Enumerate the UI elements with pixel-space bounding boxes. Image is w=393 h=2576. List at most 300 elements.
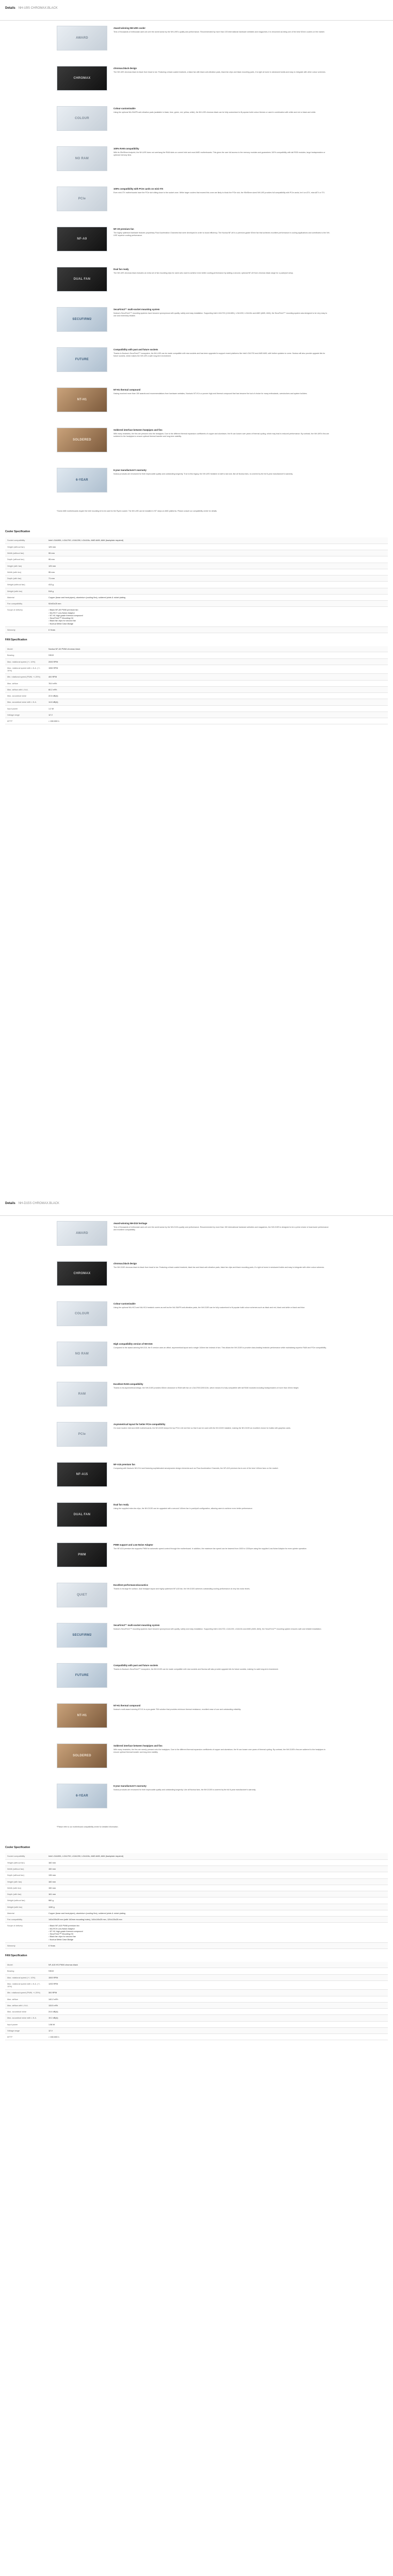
delivery-item: • Black fan clips for second fan bbox=[48, 1935, 386, 1938]
spec-value: 115.5 m³/h bbox=[46, 2002, 388, 2008]
feature-text: Thanks to Noctua's SecuFirm2™ ecosystem, the NH-U9S can be made compatible with new sockets and has been upgraded to support recent platforms like Intel LGA1700 and AMD AM5, with further updates to come. Noctua will also provide upgrade kits for future sockets, which makes the NH-U9S a safe long-term investment. bbox=[113, 352, 325, 357]
feature-item bbox=[57, 428, 393, 468]
feature-title: High compatibility version of NH-D15 bbox=[113, 1343, 153, 1345]
spec-value: 22.8 dB(A) bbox=[46, 693, 388, 699]
spec-value: 1500 RPM bbox=[46, 1974, 388, 1980]
feature-body bbox=[113, 1784, 330, 1791]
feature-body bbox=[113, 1543, 330, 1550]
feature-item bbox=[57, 1663, 393, 1703]
spec-row bbox=[5, 2015, 388, 2021]
spec-row bbox=[5, 1996, 388, 2002]
details-label: Details bbox=[5, 7, 15, 10]
spec-row bbox=[5, 626, 388, 633]
fan-spec-table-title: FAN Specification bbox=[5, 638, 27, 642]
spec-row bbox=[5, 1962, 388, 1968]
feature-title: NT-H1 thermal compound bbox=[113, 388, 141, 391]
spec-key: Min. rotational speed (PWM, +/-20%) bbox=[5, 674, 46, 680]
spec-value: 300 RPM bbox=[46, 1990, 388, 1996]
feature-text: Noctua's multi-award winning NT-H1 is a pro-grade TIM solution that provides minimum thermal resistance, excellent ease of use and outstanding reliability. bbox=[113, 1708, 241, 1710]
spec-key: Material bbox=[5, 1910, 46, 1916]
spec-value: SSO2 bbox=[46, 1968, 388, 1974]
spec-row bbox=[5, 1942, 388, 1948]
feature-title: Colour-customisable bbox=[113, 1302, 136, 1305]
feature-text: Thanks to its large fin surface, dual heatpipe layout and highly optimised NF-A15 fan, the NH-D15S achieves outstanding cooling performance at very low noise levels. bbox=[113, 1587, 250, 1590]
spec-key: Max. airflow with L.N.A. bbox=[5, 686, 46, 692]
feature-body bbox=[113, 1382, 330, 1389]
delivery-list bbox=[48, 1924, 386, 1941]
feature-body bbox=[113, 1703, 330, 1711]
spec-row bbox=[5, 2021, 388, 2027]
delivery-item: • Noctua Metal Case-Badge bbox=[48, 622, 386, 625]
spec-key: Max. acoustical noise bbox=[5, 693, 46, 699]
spec-value: 12 V bbox=[46, 2027, 388, 2033]
feature-body bbox=[113, 307, 330, 317]
feature-image: PCIe bbox=[57, 187, 107, 211]
feature-item bbox=[57, 106, 393, 146]
spec-value: 140x150x25 mm (with 140mm mounting holes), 140x140x25 mm, 120x120x25 mm bbox=[46, 1917, 388, 1923]
delivery-item: • SecuFirm2™ Mounting Kit bbox=[48, 1933, 386, 1935]
spec-row bbox=[5, 665, 388, 674]
feature-title: 100% RAM compatibility bbox=[113, 147, 139, 150]
feature-title: Excellent RAM compatibility bbox=[113, 1383, 143, 1385]
spec-key: MTTF bbox=[5, 2034, 46, 2040]
feature-text: Thanks to Noctua's SecuFirm2™ ecosystem, the NH-D15S can be made compatible with new sockets and Noctua will also provide upgrade kits for future sockets, making it a safe long-term investment. bbox=[113, 1668, 279, 1670]
spec-key: Height (without fan) bbox=[5, 1859, 46, 1866]
spec-value: 95 mm bbox=[46, 556, 388, 563]
spec-key: Model bbox=[5, 646, 46, 652]
spec-value: SSO2 bbox=[46, 652, 388, 658]
spec-row bbox=[5, 680, 388, 686]
feature-title: Compatibility with past and future sockets bbox=[113, 1664, 158, 1667]
spec-key: Max. rotational speed with L.N.A. (+/- 10%) bbox=[5, 665, 46, 674]
feature-image: DUAL FAN bbox=[57, 267, 107, 292]
feature-image: AWARD bbox=[57, 26, 107, 50]
feature-body bbox=[113, 1623, 330, 1631]
spec-row bbox=[5, 607, 388, 627]
spec-row bbox=[5, 2027, 388, 2033]
feature-item bbox=[57, 347, 393, 387]
feature-body bbox=[113, 1743, 330, 1753]
spec-value: 413 g bbox=[46, 582, 388, 588]
feature-text: Tens of thousands of enthusiast users all over the world swear by the NH-U9S's quality and performance. Recommended by more than 100 international hardware websites and magazines, it is renowned as being one of the best 92mm coolers on the market. bbox=[113, 30, 325, 33]
spec-value: 2000 RPM bbox=[46, 658, 388, 665]
feature-body bbox=[113, 1221, 330, 1231]
spec-key: Weight (with fan) bbox=[5, 1904, 46, 1910]
feature-body bbox=[113, 187, 330, 194]
spec-key: Max. acoustical noise with L.N.A. bbox=[5, 699, 46, 705]
feature-title: NT-H1 thermal compound bbox=[113, 1704, 141, 1707]
feature-item bbox=[57, 1261, 393, 1301]
fan-spec-table-title: FAN Specification bbox=[5, 1954, 27, 1958]
feature-title: NF-A15 premium fan bbox=[113, 1463, 136, 1466]
feature-item bbox=[57, 1703, 393, 1743]
feature-item bbox=[57, 227, 393, 267]
details-label: Details bbox=[5, 1202, 15, 1205]
product-section bbox=[0, 1195, 393, 2376]
details-header bbox=[0, 1195, 393, 1216]
feature-body bbox=[113, 1301, 330, 1309]
spec-row bbox=[5, 2009, 388, 2015]
feature-title: Compatibility with past and future sockets bbox=[113, 348, 158, 351]
spec-value: Noctua NF-A9 PWM chromax.black bbox=[46, 646, 388, 652]
feature-item bbox=[57, 1221, 393, 1261]
spec-key: Voltage range bbox=[5, 2027, 46, 2033]
feature-text: With many heatsinks, the fins are pressed onto the heatpipes. Due to the different thermal expansion coefficients of copper and aluminium, the fit can loosen over years of thermal cycling, which may lead to reduced performance. By contrast, the NH-U9S's fins are soldered to the heatpipes to ensure optimal thermal transfer and long-term stability. bbox=[113, 432, 329, 437]
spec-row bbox=[5, 575, 388, 582]
spec-row bbox=[5, 699, 388, 705]
spec-row bbox=[5, 1923, 388, 1943]
feature-image: 6-YEAR bbox=[57, 468, 107, 493]
spec-row bbox=[5, 563, 388, 569]
spec-key: Depth (with fan) bbox=[5, 575, 46, 582]
spec-value bbox=[46, 1923, 388, 1943]
spec-key: Height (without fan) bbox=[5, 544, 46, 550]
feature-image: QUIET bbox=[57, 1583, 107, 1607]
features-list bbox=[0, 21, 393, 513]
feature-body bbox=[113, 468, 330, 476]
spec-key: Max. airflow bbox=[5, 1996, 46, 2002]
feature-body bbox=[113, 106, 330, 114]
feature-image: NT-H1 bbox=[57, 387, 107, 412]
spec-key: Height (with fan) bbox=[5, 1878, 46, 1885]
spec-key: Socket compatibility bbox=[5, 537, 46, 544]
feature-item bbox=[57, 387, 393, 428]
feature-text: Comparing with Noctua's NH-D14 and featuring sophisticated aerodynamic design elements such as Flow Acceleration Channels, the NF-A15 premium fan is one of the best 140mm fans on the market. bbox=[113, 1467, 279, 1469]
feature-image: SECUFIRM2 bbox=[57, 1623, 107, 1648]
spec-row bbox=[5, 594, 388, 600]
delivery-item: • Noctua Metal Case-Badge bbox=[48, 1938, 386, 1941]
feature-image: CHROMAX bbox=[57, 66, 107, 91]
spec-value: 1550 RPM bbox=[46, 665, 388, 674]
feature-title: 100% compatibility with PCIe cards on mini-ITX bbox=[113, 188, 163, 190]
feature-item bbox=[57, 307, 393, 347]
spec-row bbox=[5, 1980, 388, 1990]
spec-key: Max. acoustical noise bbox=[5, 2009, 46, 2015]
spec-key: Weight (without fan) bbox=[5, 1897, 46, 1904]
feature-text: Tens of thousands of enthusiast users all over the world swear by the NH-D15's quality and performance. Recommended by more than 150 international hardware websites and magazines, the NH-D15S is designed to be a prime choice of dual-tower performance and excellent compatibility. bbox=[113, 1226, 329, 1231]
spec-key: Fan compatibility bbox=[5, 601, 46, 607]
feature-title: PWM support and Low-Noise Adaptor bbox=[113, 1544, 153, 1546]
spec-key: Depth (with fan) bbox=[5, 1891, 46, 1897]
delivery-item: • NA-RC9 Low-Noise Adaptor bbox=[48, 1927, 386, 1930]
spec-value: 1.2 W bbox=[46, 705, 388, 711]
spec-value: 1200 RPM bbox=[46, 1980, 388, 1990]
feature-item bbox=[57, 26, 393, 66]
feature-text: Using the supplied extra fan clips, the NH-D15S can be upgraded with a second 140mm fan in push/pull configuration, allowing users to achieve even better performance. bbox=[113, 1507, 253, 1510]
feature-title: SecuFirm2™ multi-socket mounting system bbox=[113, 1624, 160, 1626]
spec-value: > 150.000 h bbox=[46, 718, 388, 724]
spec-row bbox=[5, 1968, 388, 1974]
feature-text: Thanks to its asymmetrical design, the NH-D15S provides 65mm clearance to RAM with fan on LGA1700/1200/115x, which means it is fully compatible with tall RAM modules including heatspreaders of more than 40mm height. bbox=[113, 1386, 299, 1389]
feature-text: The NF-A15 premium fan supports PWM for automatic speed control through the motherboard. In addition, the maximum fan speed can be lowered from 1500 to 1200rpm using the supplied Low-Noise Adaptor for even quieter operation. bbox=[113, 1547, 307, 1550]
spec-value: Copper (base and heat-pipes), aluminium (cooling fins), soldered joints & nickel plating bbox=[46, 1910, 388, 1916]
feature-text: Noctua products are renowned for their impeccable quality and outstanding longevity. Like all Noctua fans, the NH-D15S is covered by the full 6-year manufacturer's warranty. bbox=[113, 1788, 256, 1791]
feature-image: NF-A15 bbox=[57, 1462, 107, 1487]
feature-image: FUTURE bbox=[57, 347, 107, 372]
spec-row bbox=[5, 1866, 388, 1872]
spec-value: > 150.000 h bbox=[46, 2034, 388, 2040]
spec-value: 95 mm bbox=[46, 550, 388, 556]
feature-item bbox=[57, 1382, 393, 1422]
spec-row bbox=[5, 1974, 388, 1980]
spec-value: 400 RPM bbox=[46, 674, 388, 680]
details-header bbox=[0, 0, 393, 21]
feature-body bbox=[113, 1422, 330, 1430]
spec-value: 60.2 m³/h bbox=[46, 686, 388, 692]
spec-value: Intel LGA1851, LGA1700, LGA1200, LGA115x, AMD AM5, AM4 (backplate required) bbox=[46, 1853, 388, 1859]
feature-item bbox=[57, 146, 393, 187]
feature-item bbox=[57, 468, 393, 508]
feature-title: Award-winning NH-U9S cooler bbox=[113, 27, 145, 29]
feature-text: With many heatsinks, the fins are merely pressed onto the heatpipes. Due to the different thermal expansion coefficients of copper and aluminium, the fit can loosen over years of thermal cycling. By contrast, the NH-D15S's fins are soldered to the heatpipes to ensure optimal thermal transfer and long-term stability. bbox=[113, 1748, 326, 1753]
spec-row bbox=[5, 1859, 388, 1866]
feature-body bbox=[113, 1462, 330, 1470]
delivery-list bbox=[48, 608, 386, 625]
fan-spec-table bbox=[5, 646, 388, 724]
feature-item bbox=[57, 1342, 393, 1382]
spec-key: Height (with fan) bbox=[5, 563, 46, 569]
feature-image: NT-H1 bbox=[57, 1703, 107, 1728]
feature-text: With its 95x95mm footprint, the NH-U9S does not overhang the RAM slots on current Intel and most AMD motherboards. This gives the user full access to the memory modules and guarantees 100% compatibility with tall RGB modules, large heatspreaders or optional memory fans. bbox=[113, 151, 325, 156]
spec-value: 1.56 W bbox=[46, 2021, 388, 2027]
feature-text: Noctua's SecuFirm2™ mounting systems have become synonymous with quality, safety and easy installation. Supporting Intel LGA1700 (LGA1851), LGA1200, LGA115x and AMD (AM5, AM4), the SecuFirm2™ mounting system was designed to be very easy to use and extremely reliable. bbox=[113, 312, 328, 317]
feature-body bbox=[113, 387, 330, 395]
spec-key: Max. airflow with L.N.A. bbox=[5, 2002, 46, 2008]
feature-text: Even mini-ITX motherboards have the PCIe slot sitting close to the socket zone. While larger coolers that exceed this zone are likely to block the PCIe slot, the 95x95mm sized NH-U9S provides full compatibility with PCIe cards, be it on ATX, microATX or ITX. bbox=[113, 191, 325, 194]
spec-row bbox=[5, 1872, 388, 1878]
spec-value: 12 V bbox=[46, 711, 388, 718]
feature-image: DUAL FAN bbox=[57, 1502, 107, 1527]
feature-text: Noctua's SecuFirm2™ mounting systems have become synonymous with quality, safety and easy installation. Supporting Intel LGA1700, LGA1200, LGA115x and AMD (AM5, AM4), the SecuFirm2™ mounting system ensures safe and reliable installation. bbox=[113, 1628, 322, 1630]
spec-value: 1150 g bbox=[46, 1904, 388, 1910]
spec-row bbox=[5, 693, 388, 699]
spec-row bbox=[5, 646, 388, 652]
feature-title: Dual fan ready bbox=[113, 268, 129, 270]
spec-row bbox=[5, 588, 388, 594]
spec-key: Max. acoustical noise with L.N.A. bbox=[5, 2015, 46, 2021]
spec-row bbox=[5, 711, 388, 718]
spec-key: Scope of delivery bbox=[5, 607, 46, 627]
feature-image: PWM bbox=[57, 1543, 107, 1567]
feature-image: AWARD bbox=[57, 1221, 107, 1246]
feature-title: Award-winning NH-D15 heritage bbox=[113, 1222, 148, 1225]
footnote: *Some AMD motherboards require the Intel mounting kit to be used for the Ryzen socket. The NH-U9S can be installed in 90° steps on AMD platforms. Please consult our compatibility centre for details. bbox=[57, 510, 218, 512]
feature-image: COLOUR bbox=[57, 106, 107, 131]
spec-key: Fan compatibility bbox=[5, 1917, 46, 1923]
feature-item bbox=[57, 1743, 393, 1784]
feature-text: Compared to the award-winning NH-D15, the S version uses an offset, asymmetrical layout and a single 140mm fan instead of two. This allows the NH-D15S to provide class-leading heatsink performance while maintaining superior RAM and PCIe compatibility. bbox=[113, 1346, 326, 1349]
delivery-item: • SecuFirm2™ Mounting Kit bbox=[48, 617, 386, 619]
spec-value: 980 g bbox=[46, 1897, 388, 1904]
spec-value: 160 mm bbox=[46, 1878, 388, 1885]
feature-text: The NH-U9S chromax.black is black from head to toe: Featuring a black coated heatsink, a black fan with black anti-vibration pads, black fan clips and black mounting parts, it is right at home in windowed builds and easy to integrate with other colour schemes. bbox=[113, 71, 326, 73]
delivery-item: • Black NF-A9 PWM premium fan bbox=[48, 608, 386, 611]
features-list bbox=[0, 1216, 393, 1828]
spec-row bbox=[5, 582, 388, 588]
feature-text: Using the optional NA-SAVP5 anti-vibration pads (available in black, blue, green, red, yellow, white), the NH-U9S chromax.black can be fully customised to fit popular build colour themes or used in combination with white and red or black and white. bbox=[113, 111, 316, 113]
spec-row bbox=[5, 705, 388, 711]
spec-key: Input power bbox=[5, 705, 46, 711]
spec-value: 125 mm bbox=[46, 544, 388, 550]
feature-image: PCIe bbox=[57, 1422, 107, 1447]
spec-key: Max. rotational speed with L.N.A. (+/- 10%) bbox=[5, 1980, 46, 1990]
feature-item bbox=[57, 1784, 393, 1824]
feature-item bbox=[57, 187, 393, 227]
spec-key: Weight (without fan) bbox=[5, 582, 46, 588]
feature-title: 6-year manufacturer's warranty bbox=[113, 1785, 146, 1787]
spec-key: Voltage range bbox=[5, 711, 46, 718]
spec-key: Width (with fan) bbox=[5, 569, 46, 575]
spec-row bbox=[5, 601, 388, 607]
feature-text: Having received more than 150 awards and recommendations from hardware websites, Noctua's NT-H1 is a proven high-end thermal compound that has become the tool of choice for many enthusiasts, overclockers and system builders. bbox=[113, 392, 307, 395]
feature-body bbox=[113, 1663, 330, 1671]
feature-body bbox=[113, 267, 330, 275]
feature-text: The NH-U9S chromax.black includes an extra set of fan mounting clips for users who want to achieve even better cooling performance by adding a second, optional NF-A9 from chromax.black range for a push/pull setup. bbox=[113, 272, 293, 274]
spec-row bbox=[5, 544, 388, 550]
feature-body bbox=[113, 1261, 330, 1269]
spec-value: 95 mm bbox=[46, 569, 388, 575]
feature-item bbox=[57, 1623, 393, 1663]
feature-item bbox=[57, 1422, 393, 1462]
feature-text: The highly optimised fanblade features proprietary Flow Acceleration Channels that were developed in order to boost efficiency. The Noctua NF-A9 is a premium-grade 92mm fan that achieves excellent performance in cooling applications and contributes to the NH-U9S' superior cooling performance. bbox=[113, 231, 330, 236]
spec-value: Intel LGA1851, LGA1700, LGA1200, LGA115x, AMD AM5, AM4 (backplate required) bbox=[46, 537, 388, 544]
delivery-item: • NT-H1 high-grade thermal compound bbox=[48, 1930, 386, 1933]
cooler-spec-table bbox=[5, 537, 388, 633]
spec-key: Width (without fan) bbox=[5, 550, 46, 556]
feature-title: Asymmetrical layout for better PCIe compatibility bbox=[113, 1423, 166, 1426]
feature-image: RAM bbox=[57, 1382, 107, 1406]
cooler-spec-table bbox=[5, 1853, 388, 1949]
spec-value: 92x92x25 mm bbox=[46, 601, 388, 607]
feature-body bbox=[113, 428, 330, 437]
spec-key: Bearing bbox=[5, 652, 46, 658]
feature-title: chromax.black design bbox=[113, 67, 137, 70]
feature-image: COLOUR bbox=[57, 1301, 107, 1326]
spec-value: Copper (base and heat-pipes), aluminium (cooling fins), soldered joints & nickel plating bbox=[46, 594, 388, 600]
feature-image: SOLDERED bbox=[57, 1743, 107, 1768]
feature-image: SECUFIRM2 bbox=[57, 307, 107, 332]
spec-value: 161 mm bbox=[46, 1891, 388, 1897]
spec-key: Depth (without fan) bbox=[5, 556, 46, 563]
delivery-item: • NT-H1 high-grade thermal compound bbox=[48, 614, 386, 617]
spec-key: Socket compatibility bbox=[5, 1853, 46, 1859]
spec-row bbox=[5, 569, 388, 575]
spec-value: 140.2 m³/h bbox=[46, 1996, 388, 2002]
feature-body bbox=[113, 26, 330, 33]
spec-row bbox=[5, 2034, 388, 2040]
feature-body bbox=[113, 1583, 330, 1590]
feature-body bbox=[113, 1502, 330, 1510]
product-name: NH-U9S CHROMAX.BLACK bbox=[18, 7, 58, 10]
feature-title: Soldered interface between heatpipes and fins bbox=[113, 429, 162, 431]
delivery-item: • Black NF-A15 PWM premium fan bbox=[48, 1924, 386, 1927]
feature-image: 6-YEAR bbox=[57, 1784, 107, 1808]
spec-key: Depth (without fan) bbox=[5, 1872, 46, 1878]
fan-spec-table bbox=[5, 1962, 388, 2040]
spec-row bbox=[5, 1897, 388, 1904]
product-name: NH-D15S CHROMAX.BLACK bbox=[18, 1202, 60, 1205]
spec-key: Input power bbox=[5, 2021, 46, 2027]
spec-value: 71 mm bbox=[46, 575, 388, 582]
spec-row bbox=[5, 1904, 388, 1910]
spec-row bbox=[5, 652, 388, 658]
spec-value: 160 mm bbox=[46, 1859, 388, 1866]
feature-image: SOLDERED bbox=[57, 428, 107, 452]
spec-row bbox=[5, 674, 388, 680]
spec-value bbox=[46, 607, 388, 627]
spec-row bbox=[5, 1878, 388, 1885]
feature-image: NO RAM bbox=[57, 1342, 107, 1366]
spec-row bbox=[5, 1917, 388, 1923]
feature-image: NF-A9 bbox=[57, 227, 107, 251]
footnote: *Please refer to our motherboard compatibility centre for detailed information. bbox=[57, 1826, 119, 1828]
feature-item bbox=[57, 1583, 393, 1623]
feature-item bbox=[57, 1502, 393, 1543]
feature-title: SecuFirm2™ multi-socket mounting system bbox=[113, 308, 160, 311]
spec-key: Bearing bbox=[5, 1968, 46, 1974]
spec-key: Scope of delivery bbox=[5, 1923, 46, 1943]
product-section bbox=[0, 0, 393, 1164]
spec-key: Max. rotational speed (+/- 10%) bbox=[5, 658, 46, 665]
spec-key: MTTF bbox=[5, 718, 46, 724]
feature-body bbox=[113, 146, 330, 156]
feature-item bbox=[57, 1543, 393, 1583]
spec-key: Model bbox=[5, 1962, 46, 1968]
spec-value: 518 g bbox=[46, 588, 388, 594]
spec-row bbox=[5, 658, 388, 665]
feature-text: The NH-D15S chromax.black is black from head to toe: Featuring a black coated heatsink, black fan and black anti-vibration pads, black fan clips and black mounting parts, it's right at home in windowed builds and easy to integrate with other colour schemes. bbox=[113, 1266, 325, 1268]
feature-body bbox=[113, 66, 330, 74]
spec-value: NF-A15 HS-PWM chromax.black bbox=[46, 1962, 388, 1968]
spec-value: 19.2 dB(A) bbox=[46, 2015, 388, 2021]
spec-value: 6 Years bbox=[46, 1942, 388, 1948]
feature-item bbox=[57, 267, 393, 307]
spec-row bbox=[5, 1891, 388, 1897]
spec-key: Max. airflow bbox=[5, 680, 46, 686]
feature-title: Colour-customisable bbox=[113, 107, 136, 110]
spec-row bbox=[5, 1910, 388, 1916]
spec-value: 150 mm bbox=[46, 1885, 388, 1891]
feature-body bbox=[113, 347, 330, 357]
spec-key: Weight (with fan) bbox=[5, 588, 46, 594]
spec-row bbox=[5, 556, 388, 563]
spec-value: 24.6 dB(A) bbox=[46, 2009, 388, 2015]
feature-title: NF-A9 premium fan bbox=[113, 228, 134, 230]
feature-item bbox=[57, 1462, 393, 1502]
spec-value: 14.8 dB(A) bbox=[46, 699, 388, 705]
spec-value: 6 Years bbox=[46, 626, 388, 633]
spec-key: Width (with fan) bbox=[5, 1885, 46, 1891]
spec-row bbox=[5, 1885, 388, 1891]
spec-row bbox=[5, 1853, 388, 1859]
feature-title: Soldered interface between heatpipes and fins bbox=[113, 1744, 162, 1747]
spec-row bbox=[5, 550, 388, 556]
spec-row bbox=[5, 2002, 388, 2008]
spec-section bbox=[0, 513, 393, 725]
feature-item bbox=[57, 66, 393, 106]
feature-body bbox=[113, 227, 330, 236]
spec-row bbox=[5, 718, 388, 724]
spec-key: Material bbox=[5, 594, 46, 600]
feature-image: CHROMAX bbox=[57, 1261, 107, 1286]
delivery-item: • NA-RC7 Low-Noise Adaptor bbox=[48, 612, 386, 614]
spec-key: Width (without fan) bbox=[5, 1866, 46, 1872]
feature-title: 6-year manufacturer's warranty bbox=[113, 469, 146, 471]
feature-text: On most modern Intel and AMD motherboards, the NH-D15S keeps the top PCIe x16 slot free so that it can be used with the NH-D15S installed, making the NH-D15S an excellent choice for builds with graphics cards. bbox=[113, 1427, 291, 1429]
cooler-spec-table-title: Cooler Specification bbox=[5, 530, 30, 533]
spec-section bbox=[0, 1828, 393, 2041]
feature-item bbox=[57, 1301, 393, 1342]
